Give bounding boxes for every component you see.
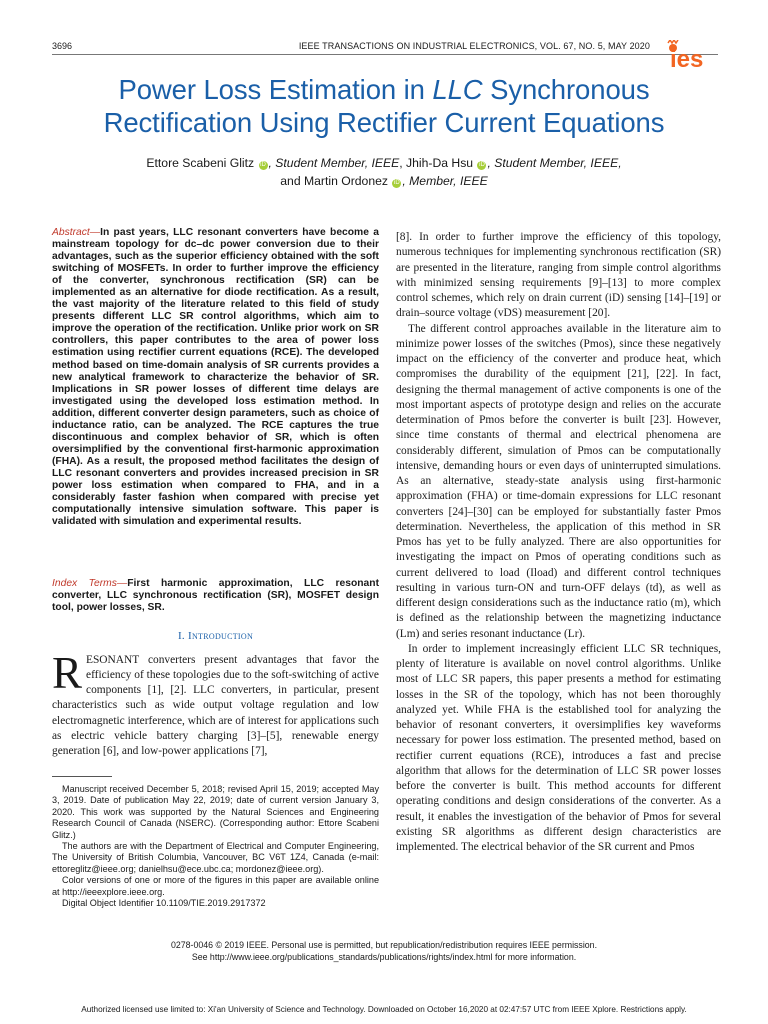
footnote-doi: Digital Object Identifier 10.1109/TIE.2019.2917372	[62, 898, 266, 909]
logo-text: ies	[670, 46, 704, 72]
intro-paragraph	[52, 648, 379, 759]
author-3-role: , Member, IEEE	[402, 174, 488, 188]
abstract-label: Abstract—	[52, 227, 101, 238]
page-number: 3696	[52, 41, 73, 51]
orcid-icon[interactable]: iD	[260, 162, 266, 168]
copyright-notice	[0, 939, 768, 963]
footnote-manuscript: Manuscript received December 5, 2018; revised April 15, 2019; accepted May 3, 2019. Date of publication May 22, 2019; date of current version January 3, 2020. This work was supported by the Natural Sciences and Engineering Research Council of Canada (NSERC). (Corresponding author: Ettore Scabeni Glitz.)	[52, 784, 379, 840]
intro-text: ESONANT converters present advantages that favor the efficiency of these topologies due to the soft-switching of active components [1], [2]. LLC converters, in particular, present characteristics such as wide output voltage regulation and low electromagnetic interference, which are of interest for applications such as electric vehicle battery charging [3]–[5], renewable energy generation [6], and low-power applications [7],	[52, 654, 379, 757]
author-2-role: , Student Member, IEEE,	[487, 156, 622, 170]
footnotes	[52, 784, 379, 909]
author-1-role: , Student Member, IEEE	[268, 156, 400, 170]
body-paragraph: In order to implement increasingly efficient LLC SR techniques, plenty of literature is available on novel control algorithms. Unlike most of LLC SR papers, this paper presents a method for estimating losses in the SR of the topology, which has not been thoroughly analyzed yet. While FHA is the established tool for analyzing the behavior of resonant converters, it oversimplifies key waveforms necessary for power loss estimation. The presented method, based on rectifier current equations (RCE), introduces a fast and precise algorithm that allows for the determination of LLC SR power losses before the converter is built. This method accounts for different operating conditions and design considerations of the converter. As a result, it enables the investigation of the behavior of Pmos for several existing SR algorithms as different design characteristics are implemented. The electrical behavior of the SR current and Pmos	[396, 642, 721, 853]
footnote-color: Color versions of one or more of the figures in this paper are available online at http://ieeexplore.ieee.org.	[52, 875, 379, 897]
copyright-line-1: 0278-0046 © 2019 IEEE. Personal use is permitted, but republication/redistribution requires IEEE permission.	[170, 940, 598, 950]
index-terms	[52, 578, 379, 614]
author-1-name: Ettore Scabeni Glitz	[146, 156, 255, 170]
body-paragraph: [8]. In order to further improve the efficiency of this topology, numerous techniques for implementing synchronous rectification (SR) are presented in the literature, ranging from simple control algorithms with minimized sensing requirements [9]–[13] to more complex control schemes, which rely on drain current (iD) sensing [14]–[19] or drain–source voltage (vDS) measurement [20].	[396, 231, 721, 320]
orcid-icon[interactable]: iD	[479, 162, 485, 168]
author-3-name: and Martin Ordonez	[280, 174, 388, 188]
body-paragraph: The different control approaches available in the literature aim to minimize power losses of the switches (Pmos), since these negatively impact on the efficiency of the converter and produce heat, which compromises the durability of the equipment [21], [22]. In fact, designing the thermal management of active components is one of the most important aspects of prototype design and relies on the accurate determination of Pmos before the converter is built [23]. However, since time constants of thermal and electrical phenomena are considerably different, simulation of Pmos can be computationally intensive, demanding hours or even days of uninterrupted simulations. As an alternative, steady-state analysis using first-harmonic approximation (FHA) or time-domain expressions for LLC resonant converters [24]–[30] can be employed for substantially faster Pmos determination. Nevertheless, the application of this method in SR Pmos has yet to be fully analyzed. There are also opportunities for investigating the impact on Pmos of operating conditions such as current delivered to load (Iload) and different control techniques resulting in various turn-ON and turn-OFF delays (td), as well as different design considerations such as the inductance ratio (m), which is defined as the relationship between the magnetizing inductance (Lm) and series resonant inductance (Lr).	[396, 322, 721, 640]
paper-title: Power Loss Estimation in LLC Synchronous Rectification Using Rectifier Current Equations	[103, 74, 665, 138]
abstract	[52, 227, 379, 528]
authorized-use-notice: Authorized licensed use limited to: Xi'an University of Science and Technology. Downloaded on October 16,2020 at 02:47:57 UTC from IEEE Xplore. Restrictions apply.	[81, 1005, 687, 1014]
right-column-body	[396, 230, 721, 855]
author-list	[40, 154, 728, 190]
ies-logo	[666, 40, 724, 72]
author-2-name: , Jhih-Da Hsu	[399, 156, 474, 170]
journal-header: IEEE TRANSACTIONS ON INDUSTRIAL ELECTRONICS, VOL. 67, NO. 5, MAY 2020	[298, 41, 650, 51]
index-terms-label: Index Terms—	[52, 578, 128, 589]
header-rule	[52, 54, 718, 55]
drop-cap: R	[52, 648, 83, 698]
footnote-affiliation: The authors are with the Department of Electrical and Computer Engineering, The University of British Columbia, Vancouver, BC V6T 1Z4, Canada (e-mail: ettoreglitz@ieee.org; danielhsu@ece.ubc.ca; mordonez@ieee.org).	[52, 841, 379, 874]
orcid-icon[interactable]: iD	[394, 180, 400, 186]
index-terms-text: First harmonic approximation, LLC resonant converter, LLC synchronous rectification (SR), MOSFET design tool, power losses, SR.	[52, 578, 380, 614]
footnote-rule	[52, 776, 112, 777]
section-heading: I. Introduction	[177, 630, 254, 642]
copyright-line-2: See http://www.ieee.org/publications_standards/publications/rights/index.html for more information.	[191, 952, 577, 962]
abstract-text: In past years, LLC resonant converters have become a mainstream topology for dc–dc power conversion due to their advantages, such as the superior efficiency obtained with the soft switching of MOSFETs. In order to further improve the efficiency of the converter, synchronous rectification (SR) can be implemented as an alternative for diode rectification. As a result, the vast majority of the literature related to this field of study presents different LLC SR control algorithms, which aim to improve the operation of the rectification. Unlike prior work on SR controllers, this paper contributes to the area of power loss estimation using rectifier current equations (RCE). The developed method based on time-domain analysis of SR currents provides a new analytical framework to characterize the behavior of SR. Implications in SR power losses of different time delays are investigated using the developed loss estimation method. In addition, different converter design parameters, such as choice of inductance ratio, can be analyzed. The RCE captures the true discontinuous and complex behavior of SR, which is often oversimplified by the conventional first-harmonic approximation (FHA). As a result, the proposed method facilitates the design of LLC resonant converters and provides increased precision in SR power loss estimation when compared to FHA, and in a considerably faster fashion when compared with precise yet computationally intensive simulation software. This paper is validated with simulation and experimental results.	[52, 227, 379, 528]
